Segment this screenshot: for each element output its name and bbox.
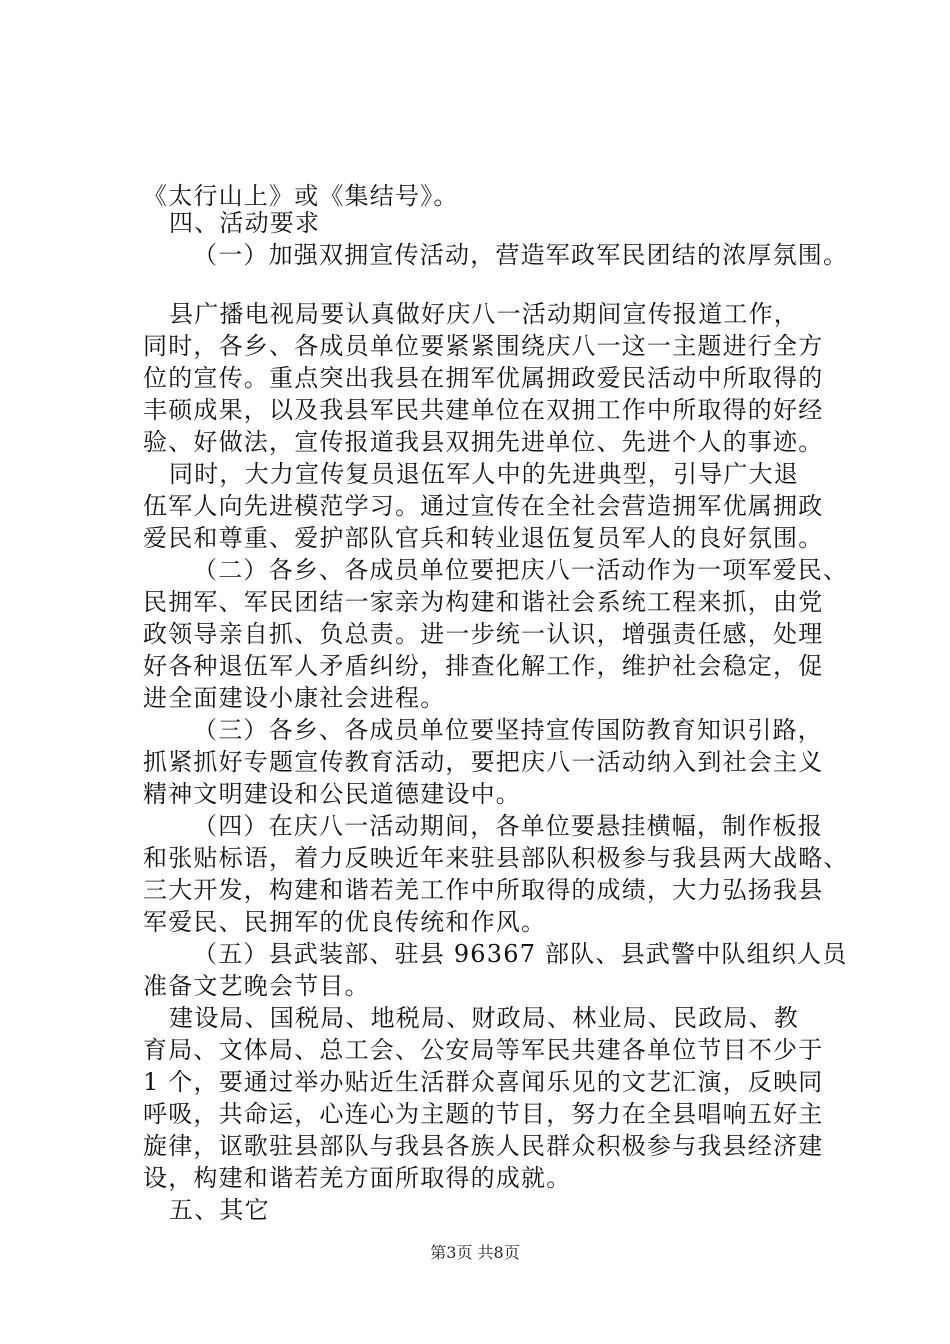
text-line: 精神文明建设和公民道德建设中。 xyxy=(143,780,521,808)
text-line: （二）各乡、各成员单位要把庆八一活动作为一项军爱民、 xyxy=(193,556,849,584)
text-line: 进全面建设小康社会进程。 xyxy=(143,684,446,712)
text-line: 建设局、国税局、地税局、财政局、林业局、民政局、教 xyxy=(169,1004,799,1032)
text-line: 民拥军、军民团结一家亲为构建和谐社会系统工程来抓，由党 xyxy=(143,588,824,616)
text-line: 丰硕成果，以及我县军民共建单位在双拥工作中所取得的好经 xyxy=(143,396,824,424)
text-line: 爱民和尊重、爱护部队官兵和转业退伍复员军人的良好氛围。 xyxy=(143,524,824,552)
text-line: 政领导亲自抓、负总责。进一步统一认识，增强责任感，处理 xyxy=(143,620,824,648)
text-line: 设，构建和谐若羌方面所取得的成就。 xyxy=(143,1164,572,1192)
text-line: 抓紧抓好专题宣传教育活动，要把庆八一活动纳入到社会主义 xyxy=(143,748,824,776)
text-line: 和张贴标语，着力反映近年来驻县部队积极参与我县两大战略、 xyxy=(143,844,849,872)
page-number: 第3页 共8页 xyxy=(430,1243,520,1262)
text-line: 位的宣传。重点突出我县在拥军优属拥政爱民活动中所取得的 xyxy=(143,364,824,392)
text-line: 呼吸，共命运，心连心为主题的节目，努力在全县唱响五好主 xyxy=(143,1100,824,1128)
text-line: 《太行山上》或《集结号》。 xyxy=(143,182,459,210)
text-line: 县广播电视局要认真做好庆八一活动期间宣传报道工作， xyxy=(169,300,799,328)
section-heading: 四、活动要求 xyxy=(169,209,321,237)
text-line: （四）在庆八一活动期间，各单位要悬挂横幅，制作板报 xyxy=(193,812,823,840)
text-line: （五）县武装部、驻县 96367 部队、县武警中队组织人员 xyxy=(193,940,848,968)
text-line: 三大开发，构建和谐若羌工作中所取得的成绩，大力弘扬我县 xyxy=(143,876,824,904)
text-line: 伍军人向先进模范学习。通过宣传在全社会营造拥军优属拥政 xyxy=(143,492,824,520)
text-line: 育局、文体局、总工会、公安局等军民共建各单位节目不少于 xyxy=(143,1036,824,1064)
subsection-heading: （一）加强双拥宣传活动，营造军政军民团结的浓厚氛围。 xyxy=(193,241,849,269)
text-line: 1 个，要通过举办贴近生活群众喜闻乐见的文艺汇演，反映同 xyxy=(143,1068,824,1096)
text-line: 准备文艺晚会节目。 xyxy=(143,972,370,1000)
text-line: 同时，大力宣传复员退伍军人中的先进典型，引导广大退 xyxy=(169,460,799,488)
text-line: 验、好做法，宣传报道我县双拥先进单位、先进个人的事迹。 xyxy=(143,428,824,456)
text-line: 同时，各乡、各成员单位要紧紧围绕庆八一这一主题进行全方 xyxy=(143,332,824,360)
text-line: 旋律，讴歌驻县部队与我县各族人民群众积极参与我县经济建 xyxy=(143,1132,824,1160)
text-line: 军爱民、民拥军的优良传统和作风。 xyxy=(143,908,547,936)
text-line: （三）各乡、各成员单位要坚持宣传国防教育知识引路， xyxy=(193,716,823,744)
section-heading: 五、其它 xyxy=(169,1196,270,1224)
text-line: 好各种退伍军人矛盾纠纷，排查化解工作，维护社会稳定，促 xyxy=(143,652,824,680)
